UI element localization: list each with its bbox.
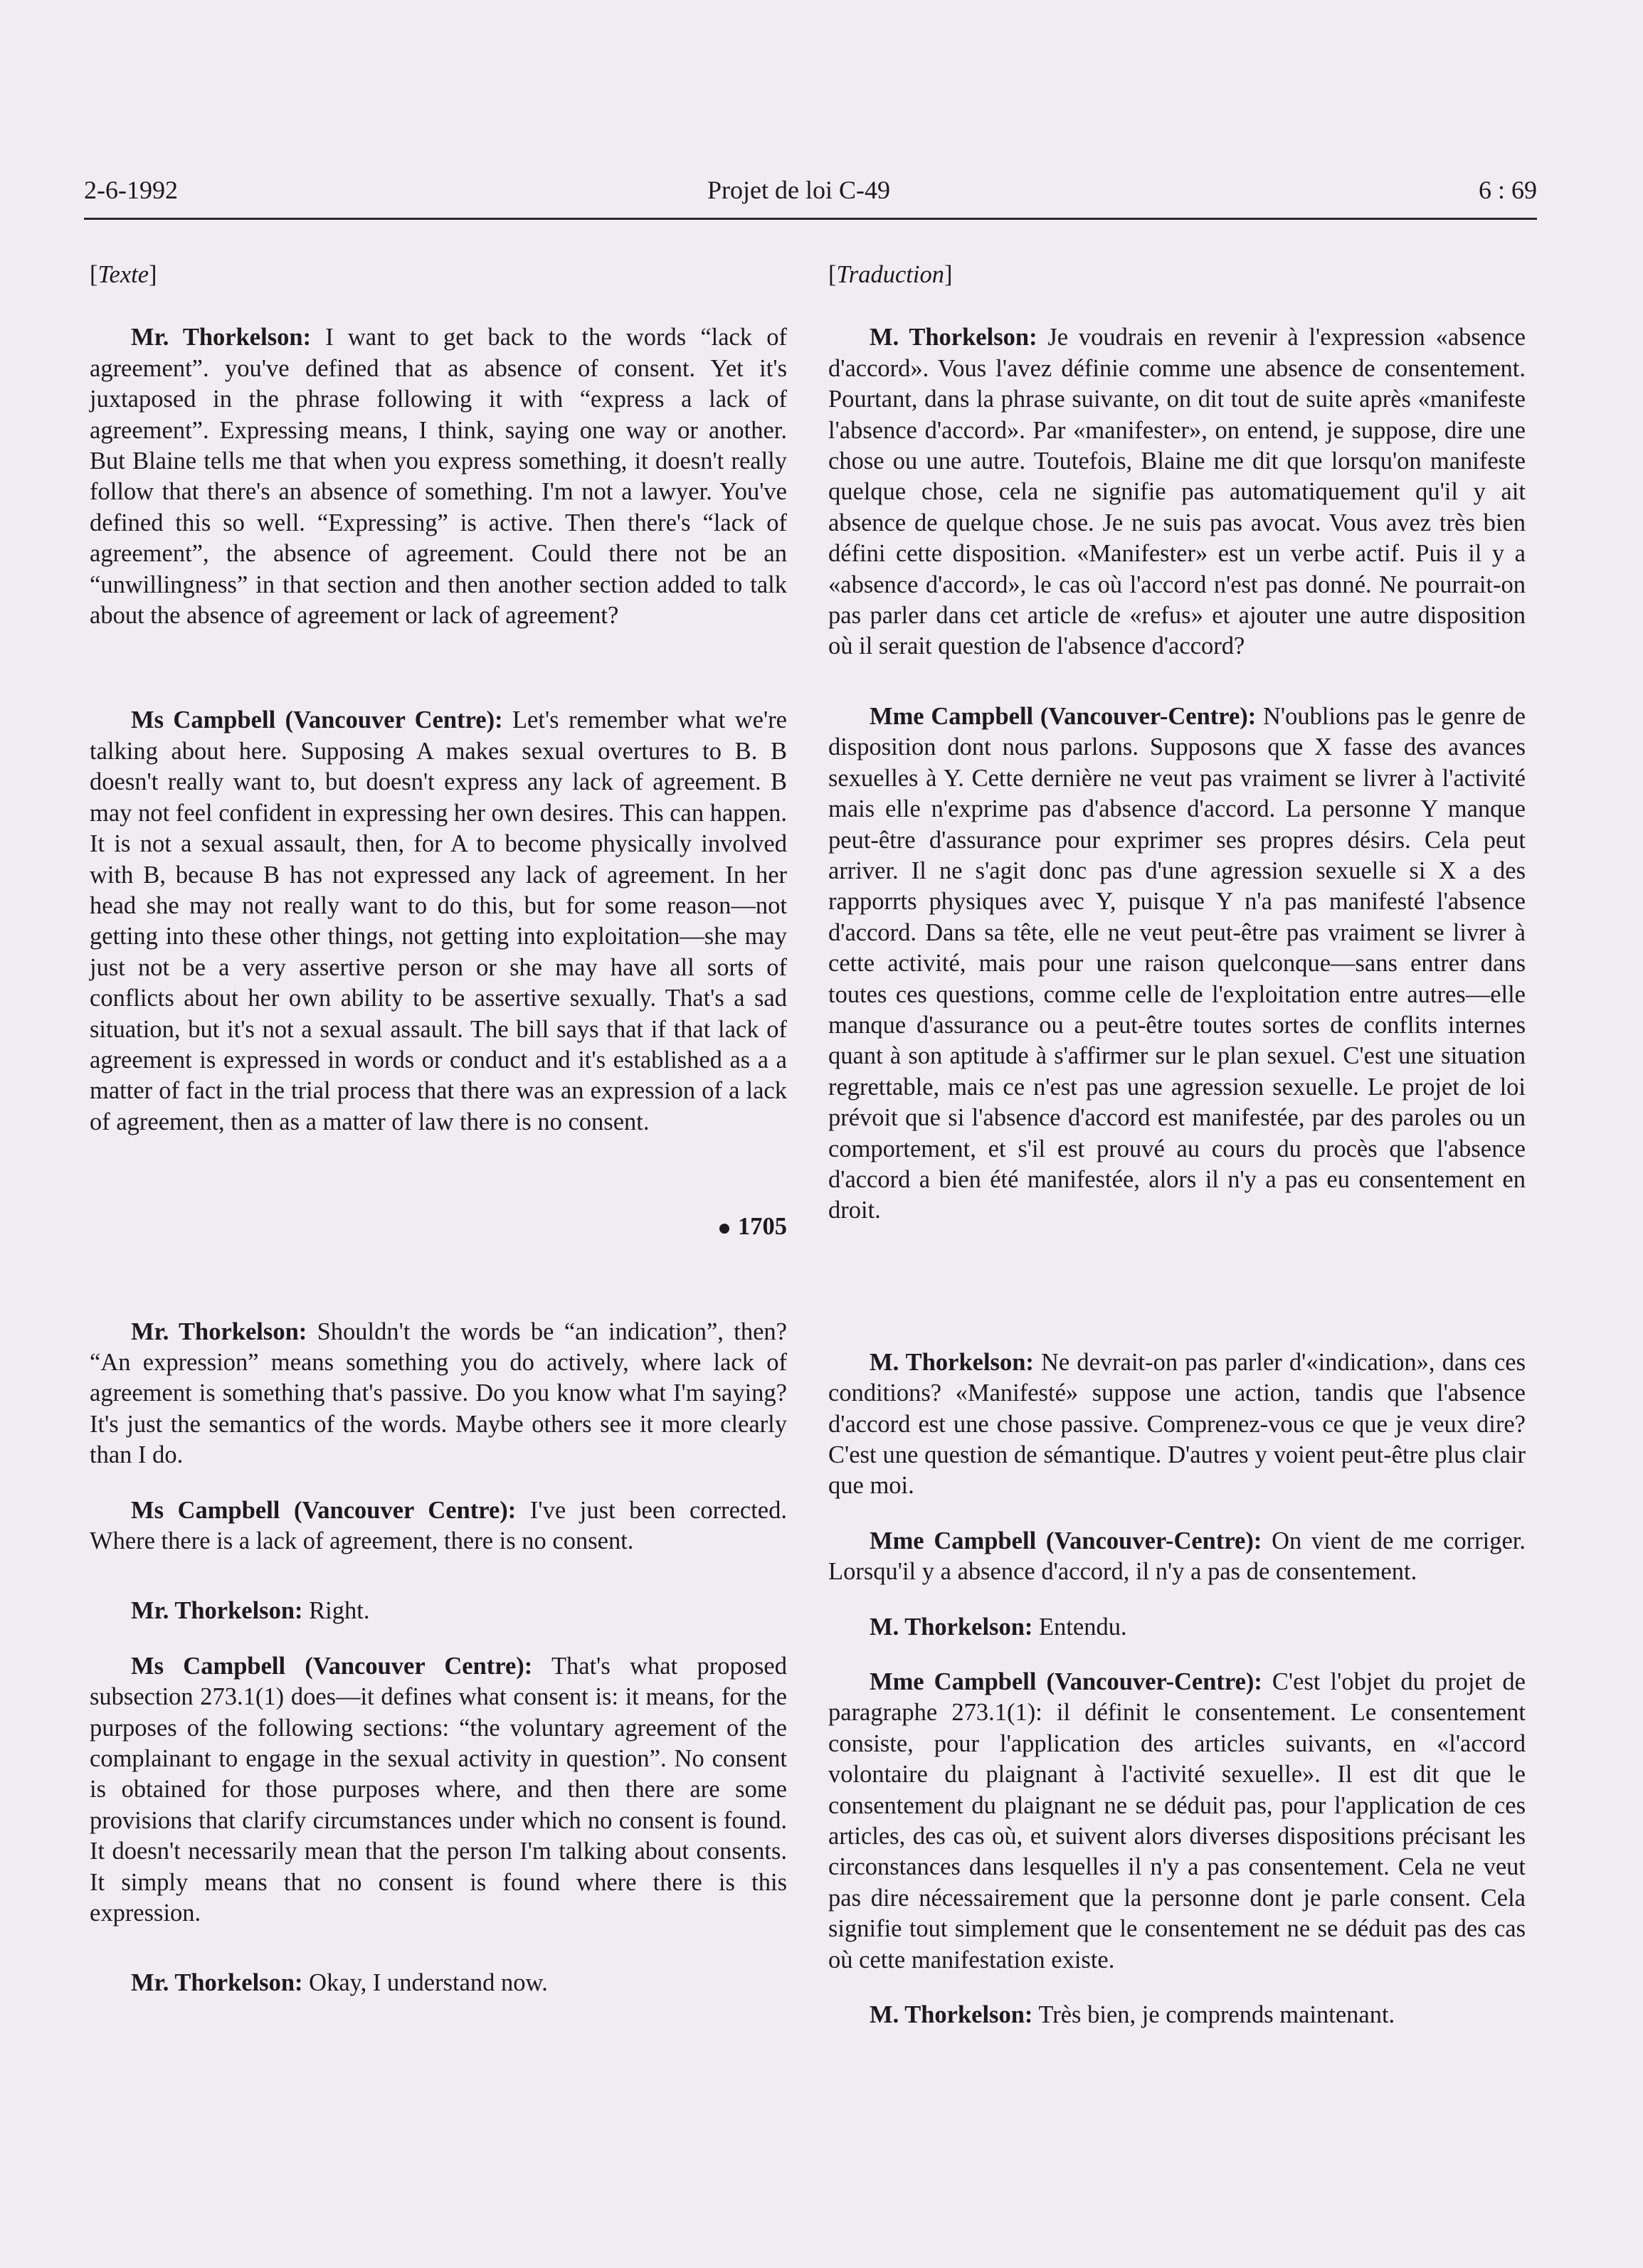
speech-text: C'est l'objet du projet de paragraphe 273.1(1): il définit le consentement. Le consentement consiste, pour l'application des articles suivants, en «l'accord volontaire du plaignant à l'activité sexuelle». Il est dit que le consentement du plaignant ne se déduit pas, pour l'application de ces articles, des cas où, et suivent alors diverses dispositions précisant les circonstances dans lesquelles il n'y a pas consentement. Cela ne veut pas dire nécessairement que la personne dont je parle consent. Cela signifie tout simplement que le consentement ne se déduit pas des cas où cette manifestation existe. xyxy=(828,1668,1526,1973)
english-column xyxy=(90,260,787,2180)
paragraph xyxy=(828,1667,1526,1976)
paragraph xyxy=(90,1651,787,1929)
speech-text: Très bien, je comprends maintenant. xyxy=(1032,2001,1395,2029)
time-marker: 1705 xyxy=(90,1212,787,1242)
speech-text: N'oublions pas le genre de disposition dont nous parlons. Supposons que X fasse des avances sexuelles à Y. Cette dernière ne veut pas vraiment se livrer à l'activité mais elle n'exprime pas d'absence d'accord. La personne Y manque peut-être d'assurance pour exprimer ses propres désirs. Cela peut arriver. Il ne s'agit donc pas d'une agression sexuelle si X a des rapporrts physiques avec Y, puisque Y n'a pas manifesté l'absence d'accord. Dans sa tête, elle ne veut peut-être pas vraiment se livrer à cette activité, mais pour une raison quelconque—sans entrer dans toutes ces questions, comme celle de l'exploitation entre autres—elle manque d'assurance ou a peut-être toutes sortes de conflits internes quant à son aptitude à s'affirmer sur le plan sexuel. C'est une situation regrettable, mais ce n'est pas une agression sexuelle. Le projet de loi prévoit que si l'absence d'accord est manifestée, par des paroles ou un comportement, et s'il est prouvé au cours du procès que l'absence d'accord a bien été manifestée, alors il n'y a pas eu consentement en droit. xyxy=(828,702,1526,1224)
speech-text: Je voudrais en revenir à l'expression «absence d'accord». Vous l'avez définie comme une absence de consentement. Pourtant, dans la phrase suivante, on dit tout de suite après «manifeste l'absence d'accord». Par «manifester», on entend, je suppose, dire une chose ou une autre. Toutefois, Blaine me dit que lorsqu'on manifeste quelque chose, cela ne signifie pas automatiquement qu'il y ait absence de quelque chose. Je ne suis pas avocat. Vous avez très bien défini cette disposition. «Manifester» est un verbe actif. Puis il y a «absence d'accord», le cas où l'accord n'est pas donné. Ne pourrait-on pas parler dans cet article de «refus» et ajouter une autre disposition où il serait question de l'absence d'accord? xyxy=(828,324,1526,660)
paragraph xyxy=(90,322,787,631)
speech-text: On vient de me corriger. Lorsqu'il y a absence d'accord, il n'y a pas de consentement. xyxy=(828,1527,1526,1586)
paragraph xyxy=(828,2000,1526,2030)
speech-text: Let's remember what we're talking about here. Supposing A makes sexual overtures to B. B doesn't really want to, but doesn't express any lack of agreement. B may not feel confident in expressing her own desires. This can happen. It is not a sexual assault, then, for A to become physically involved with B, because B has not expressed any lack of agreement. In her head she may not really want to do this, but for some reason—not getting into these other things, not getting into exploitation—she may just not be a very assertive person or she may have all sorts of conflicts about her own ability to be assertive sexually. That's a sad situation, but it's not a sexual assault. The bill says that if that lack of agreement is expressed in words or conduct and it's established as a a matter of fact in the trial process that there was an expression of a lack of agreement, then as a matter of law there is no consent. xyxy=(90,706,787,1135)
speech-text: Entendu. xyxy=(1032,1613,1127,1641)
speaker-name: Ms Campbell (Vancouver Centre): xyxy=(131,1652,533,1680)
running-header xyxy=(84,171,1537,220)
speech-text: Right. xyxy=(302,1597,370,1625)
speaker-name: M. Thorkelson: xyxy=(870,1348,1034,1376)
speaker-name: Mr. Thorkelson: xyxy=(131,1597,303,1625)
speaker-name: Mme Campbell (Vancouver-Centre): xyxy=(870,1668,1262,1696)
header-date: 2-6-1992 xyxy=(84,176,178,204)
speech-text: Ne devrait-on pas parler d'«indication», dans ces conditions? «Manifesté» suppose une action, tandis que l'absence d'accord est une chose passive. Comprenez-vous ce que je veux dire? C'est une question de sémantique. D'autres y voient peut-être plus clair que moi. xyxy=(828,1348,1526,1500)
speech-text: That's what proposed subsection 273.1(1) does—it defines what consent is: it means, for the purposes of the following sections: “the voluntary agreement of the complainant to engage in the sexual activity in question”. No consent is obtained for those purposes where, and then there are some provisions that clarify circumstances under which no consent is found. It doesn't necessarily mean that the person I'm talking about consents. It simply means that no consent is found where there is this expression. xyxy=(90,1652,787,1927)
paragraph xyxy=(828,1612,1526,1643)
column-label: [Traduction] xyxy=(828,261,953,288)
paragraph xyxy=(90,705,787,1138)
paragraph xyxy=(90,1317,787,1471)
french-column xyxy=(828,260,1526,2180)
paragraph xyxy=(90,1495,787,1557)
speaker-name: M. Thorkelson: xyxy=(870,2001,1033,2029)
speaker-name: Mme Campbell (Vancouver-Centre): xyxy=(870,702,1257,730)
speaker-name: Mr. Thorkelson: xyxy=(131,1318,307,1345)
column-label: [Texte] xyxy=(90,261,157,288)
paragraph xyxy=(828,1526,1526,1588)
speech-text: Okay, I understand now. xyxy=(302,1969,548,1997)
speaker-name: Mme Campbell (Vancouver-Centre): xyxy=(870,1527,1262,1554)
bullet-icon xyxy=(719,1224,729,1234)
speaker-name: Mr. Thorkelson: xyxy=(131,324,312,351)
speech-text: Shouldn't the words be “an indication”, then? “An expression” means something you do actively, where lack of agreement is something that's passive. Do you know what I'm saying? It's just the semantics of the words. Maybe others see it more clearly than I do. xyxy=(90,1318,787,1469)
header-title: Projet de loi C-49 xyxy=(707,176,890,204)
paragraph xyxy=(828,322,1526,662)
paragraph xyxy=(828,1347,1526,1502)
header-page-number: 6 : 69 xyxy=(1478,176,1537,204)
speech-text: I've just been corrected. Where there is a lack of agreement, there is no consent. xyxy=(90,1496,787,1554)
speaker-name: Ms Campbell (Vancouver Centre): xyxy=(131,706,503,734)
paragraph xyxy=(828,701,1526,1226)
speaker-name: Ms Campbell (Vancouver Centre): xyxy=(131,1496,517,1524)
paragraph xyxy=(90,1968,787,1998)
speaker-name: Mr. Thorkelson: xyxy=(131,1969,303,1997)
speaker-name: M. Thorkelson: xyxy=(870,1613,1033,1641)
speaker-name: M. Thorkelson: xyxy=(870,324,1037,351)
paragraph xyxy=(90,1596,787,1626)
speech-text: I want to get back to the words “lack of agreement”. you've defined that as absence of consent. Yet it's juxtaposed in the phrase following it with “express a lack of agreement”. Expressing means, I think, saying one way or another. But Blaine tells me that when you express something, it doesn't really follow that there's an absence of something. I'm not a lawyer. You've defined this so well. “Expressing” is active. Then there's “lack of agreement”, the absence of agreement. Could there not be an “unwillingness” in that section and then another section added to talk about the absence of agreement or lack of agreement? xyxy=(90,324,787,630)
